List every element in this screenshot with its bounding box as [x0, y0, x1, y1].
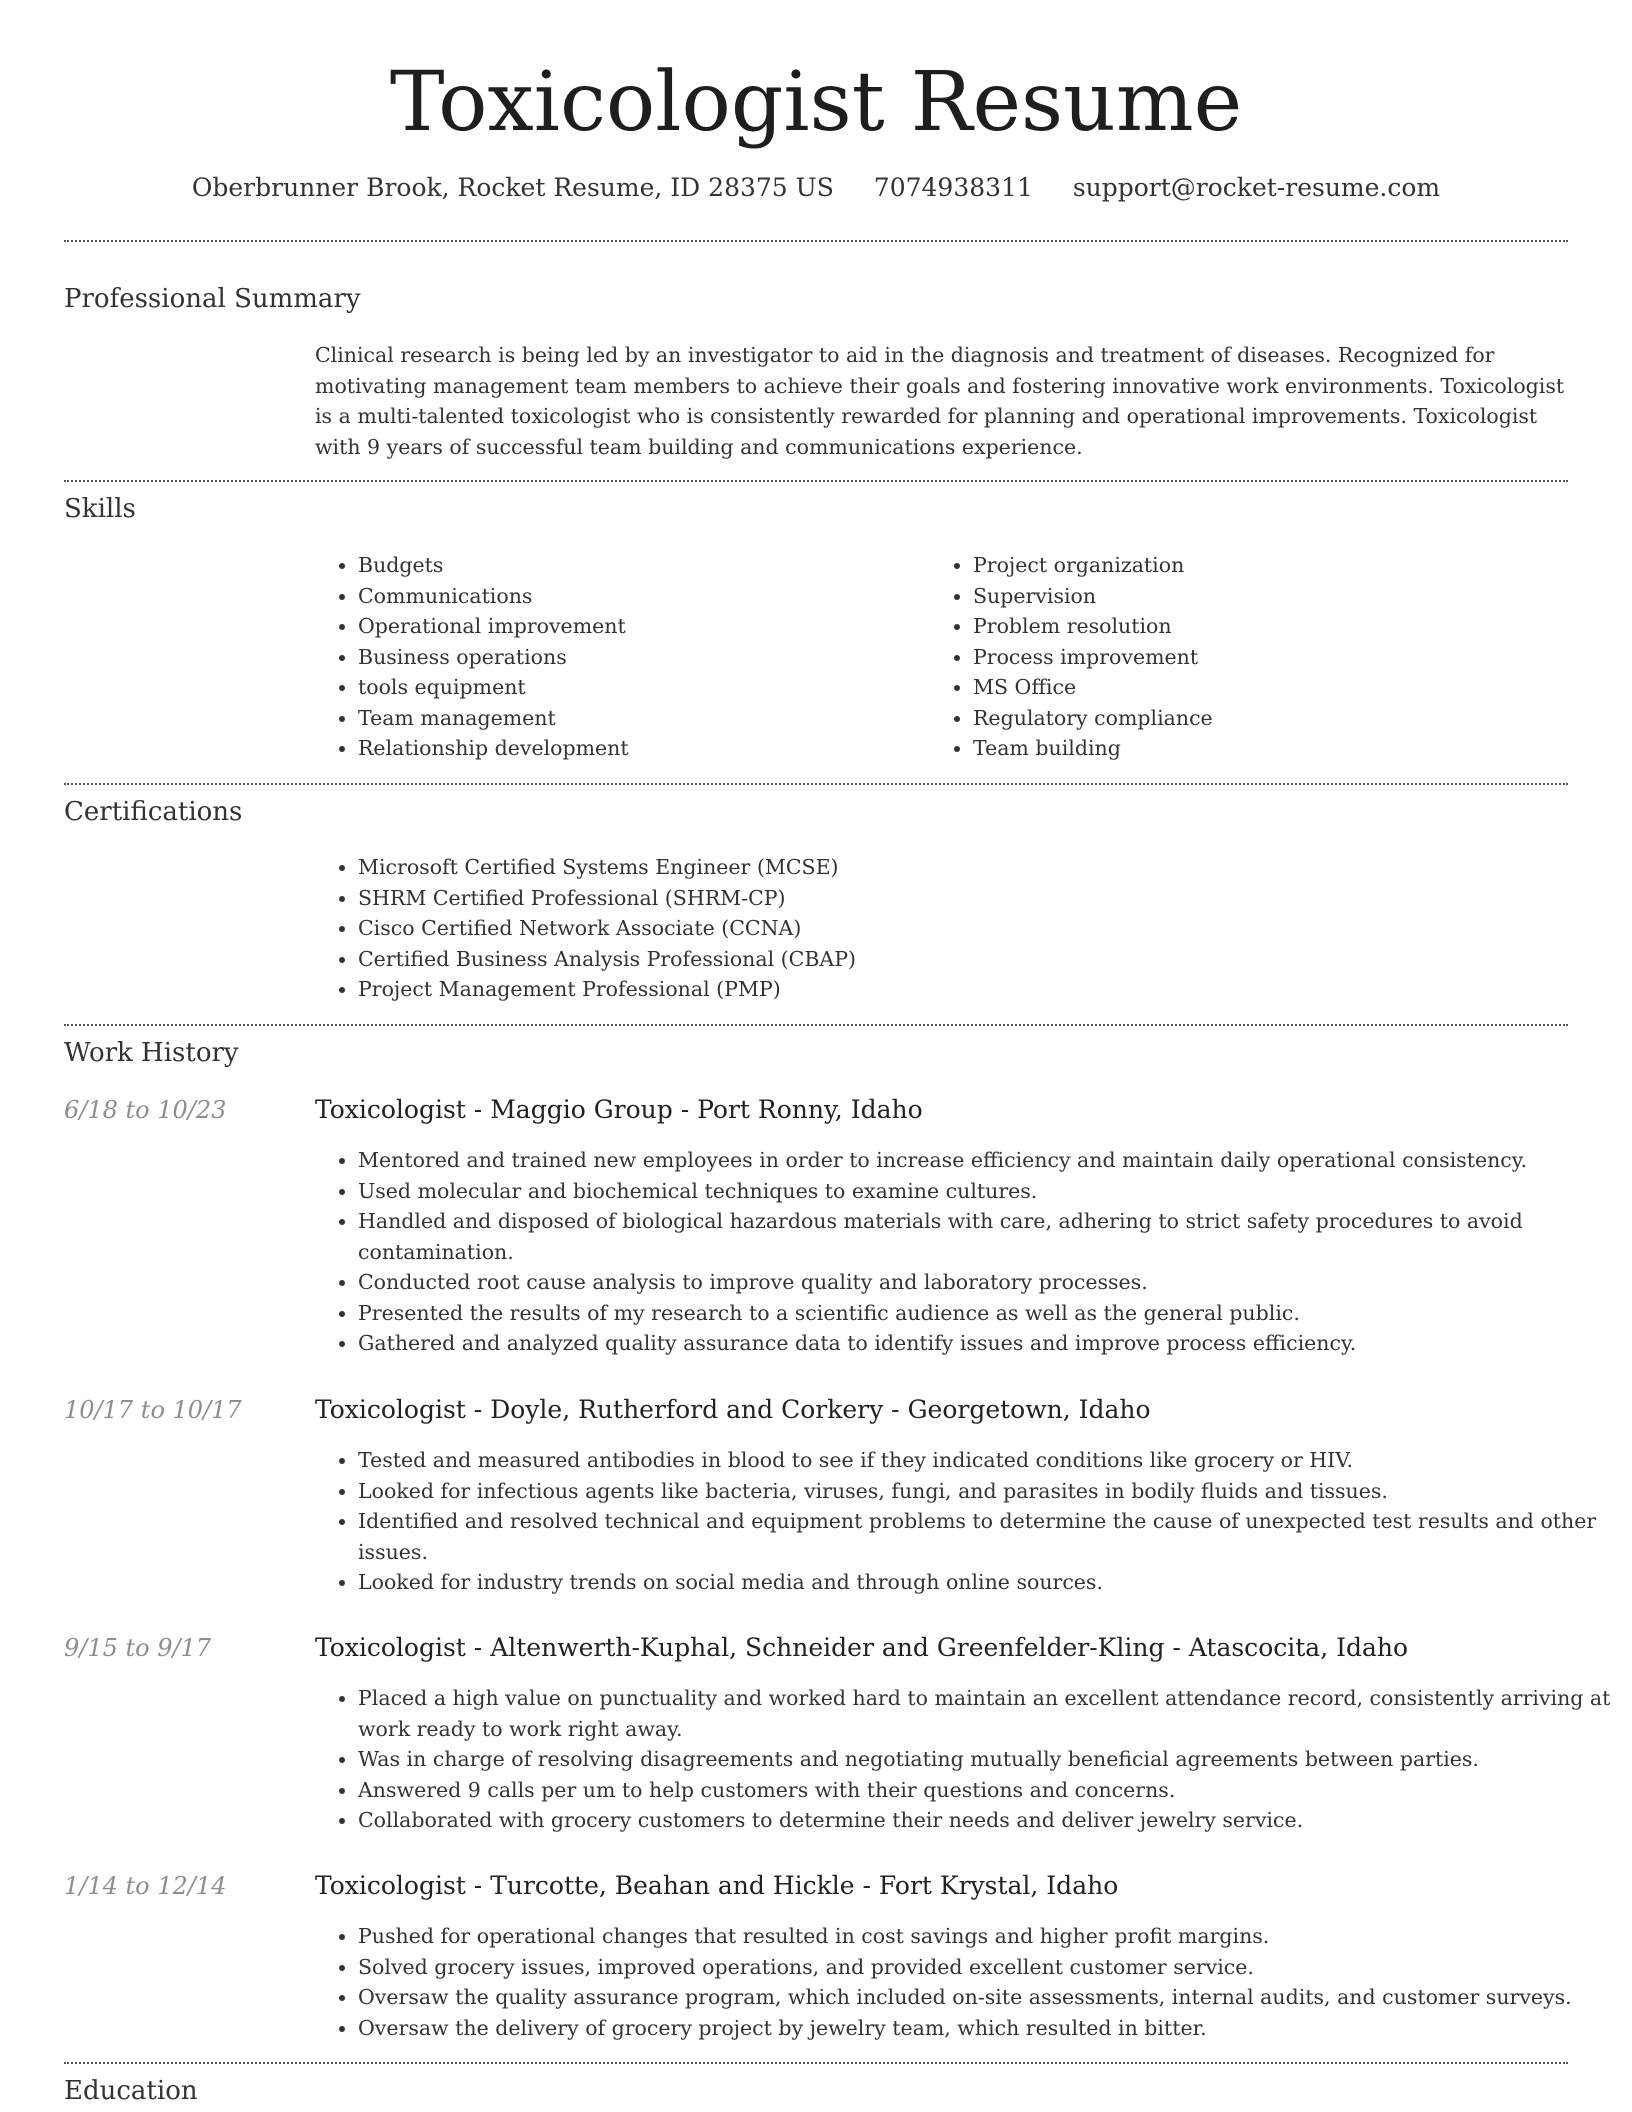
summary-text: Clinical research is being led by an investigator to aid in the diagnosis and treatment of diseases. Recognized for motivating management team members to achieve their goals and fostering innovative work environments. Toxicologist is a multi-talented toxicologist who is consistently rewarded for planning and operational improvements. Toxicologist with 9 years of successful team building and communications experience.	[315, 343, 1565, 459]
certifications-list	[314, 852, 1608, 1005]
skill-item: • Team building	[973, 733, 1573, 764]
skill-item: • Regulatory compliance	[973, 703, 1573, 734]
job-bullets	[314, 1683, 1613, 1836]
job-title: Toxicologist - Altenwerth-Kuphal, Schneider and Greenfelder-Kling - Atascocita, Idaho	[315, 1633, 1409, 1662]
skill-item: • Project organization	[973, 550, 1573, 581]
job-bullet: • Handled and disposed of biological hazardous materials with care, adhering to strict safety procedures to avoid contamination.	[358, 1206, 1613, 1267]
certification-item: • Cisco Certified Network Associate (CCNA)	[358, 913, 1608, 944]
section-title-education: Education	[64, 2076, 198, 2106]
certification-item: • Project Management Professional (PMP)	[358, 974, 1608, 1005]
skill-item: • tools equipment	[358, 672, 918, 703]
divider-summary	[64, 480, 1568, 482]
job-bullet: • Gathered and analyzed quality assurance data to identify issues and improve process efficiency.	[358, 1328, 1613, 1359]
job-bullet: • Placed a high value on punctuality and worked hard to maintain an excellent attendance record, consistently arriving at work ready to work right away.	[358, 1683, 1613, 1744]
section-title-certifications: Certifications	[64, 797, 243, 827]
section-title-summary: Professional Summary	[64, 284, 361, 314]
job-bullet: • Answered 9 calls per um to help customers with their questions and concerns.	[358, 1775, 1613, 1806]
contact-address: Oberbrunner Brook, Rocket Resume, ID 28375 US	[191, 173, 834, 202]
skill-item: • MS Office	[973, 672, 1573, 703]
job-dates: 1/14 to 12/14	[64, 1872, 227, 1900]
job-bullet: • Tested and measured antibodies in blood to see if they indicated conditions like grocery or HIV.	[358, 1445, 1613, 1476]
section-title-skills: Skills	[64, 494, 136, 524]
skill-item: • Communications	[358, 581, 918, 612]
skill-item: • Supervision	[973, 581, 1573, 612]
skill-item: • Operational improvement	[358, 611, 918, 642]
section-title-work-history: Work History	[64, 1038, 239, 1068]
job-dates: 6/18 to 10/23	[64, 1096, 227, 1124]
skill-item: • Team management	[358, 703, 918, 734]
contact-line	[0, 170, 1632, 206]
job-bullet: • Looked for industry trends on social media and through online sources.	[358, 1567, 1613, 1598]
divider-certifications	[64, 1024, 1568, 1026]
job-bullets	[314, 1145, 1613, 1359]
skills-list-right	[929, 550, 1573, 764]
skills-list-left	[314, 550, 918, 764]
job-bullet: • Mentored and trained new employees in order to increase efficiency and maintain daily operational consistency.	[358, 1145, 1613, 1176]
job-bullet: • Used molecular and biochemical techniques to examine cultures.	[358, 1176, 1613, 1207]
resume-title: Toxicologist Resume	[389, 55, 1243, 150]
job-dates: 9/15 to 9/17	[64, 1634, 212, 1662]
skill-item: • Budgets	[358, 550, 918, 581]
job-title: Toxicologist - Turcotte, Beahan and Hickle - Fort Krystal, Idaho	[315, 1871, 1119, 1900]
divider-header	[64, 240, 1568, 242]
job-bullets	[314, 1921, 1613, 2043]
certification-item: • SHRM Certified Professional (SHRM-CP)	[358, 883, 1608, 914]
job-bullet: • Solved grocery issues, improved operations, and provided excellent customer service.	[358, 1952, 1613, 1983]
job-bullet: • Pushed for operational changes that resulted in cost savings and higher profit margins.	[358, 1921, 1613, 1952]
job-title: Toxicologist - Doyle, Rutherford and Corkery - Georgetown, Idaho	[315, 1395, 1151, 1424]
job-title: Toxicologist - Maggio Group - Port Ronny, Idaho	[315, 1095, 923, 1124]
job-bullet: • Collaborated with grocery customers to determine their needs and deliver jewelry service.	[358, 1805, 1613, 1836]
skill-item: • Problem resolution	[973, 611, 1573, 642]
job-bullet: • Looked for infectious agents like bacteria, viruses, fungi, and parasites in bodily fluids and tissues.	[358, 1476, 1613, 1507]
certification-item: • Microsoft Certified Systems Engineer (MCSE)	[358, 852, 1608, 883]
contact-phone: 7074938311	[873, 173, 1033, 202]
certification-item: • Certified Business Analysis Professional (CBAP)	[358, 944, 1608, 975]
divider-work-history	[64, 2062, 1568, 2064]
job-bullet: • Identified and resolved technical and equipment problems to determine the cause of unexpected test results and other issues.	[358, 1506, 1613, 1567]
job-bullet: • Presented the results of my research to a scientific audience as well as the general public.	[358, 1298, 1613, 1329]
job-bullet: • Oversaw the delivery of grocery project by jewelry team, which resulted in bitter.	[358, 2013, 1613, 2044]
contact-email: support@rocket-resume.com	[1072, 173, 1441, 202]
job-bullets	[314, 1445, 1613, 1598]
job-bullet: • Oversaw the quality assurance program, which included on-site assessments, internal audits, and customer surveys.	[358, 1982, 1613, 2013]
job-bullet: • Was in charge of resolving disagreements and negotiating mutually beneficial agreements between parties.	[358, 1744, 1613, 1775]
job-bullet: • Conducted root cause analysis to improve quality and laboratory processes.	[358, 1267, 1613, 1298]
job-dates: 10/17 to 10/17	[64, 1396, 242, 1424]
skill-item: • Business operations	[358, 642, 918, 673]
skill-item: • Process improvement	[973, 642, 1573, 673]
skill-item: • Relationship development	[358, 733, 918, 764]
divider-skills	[64, 783, 1568, 785]
